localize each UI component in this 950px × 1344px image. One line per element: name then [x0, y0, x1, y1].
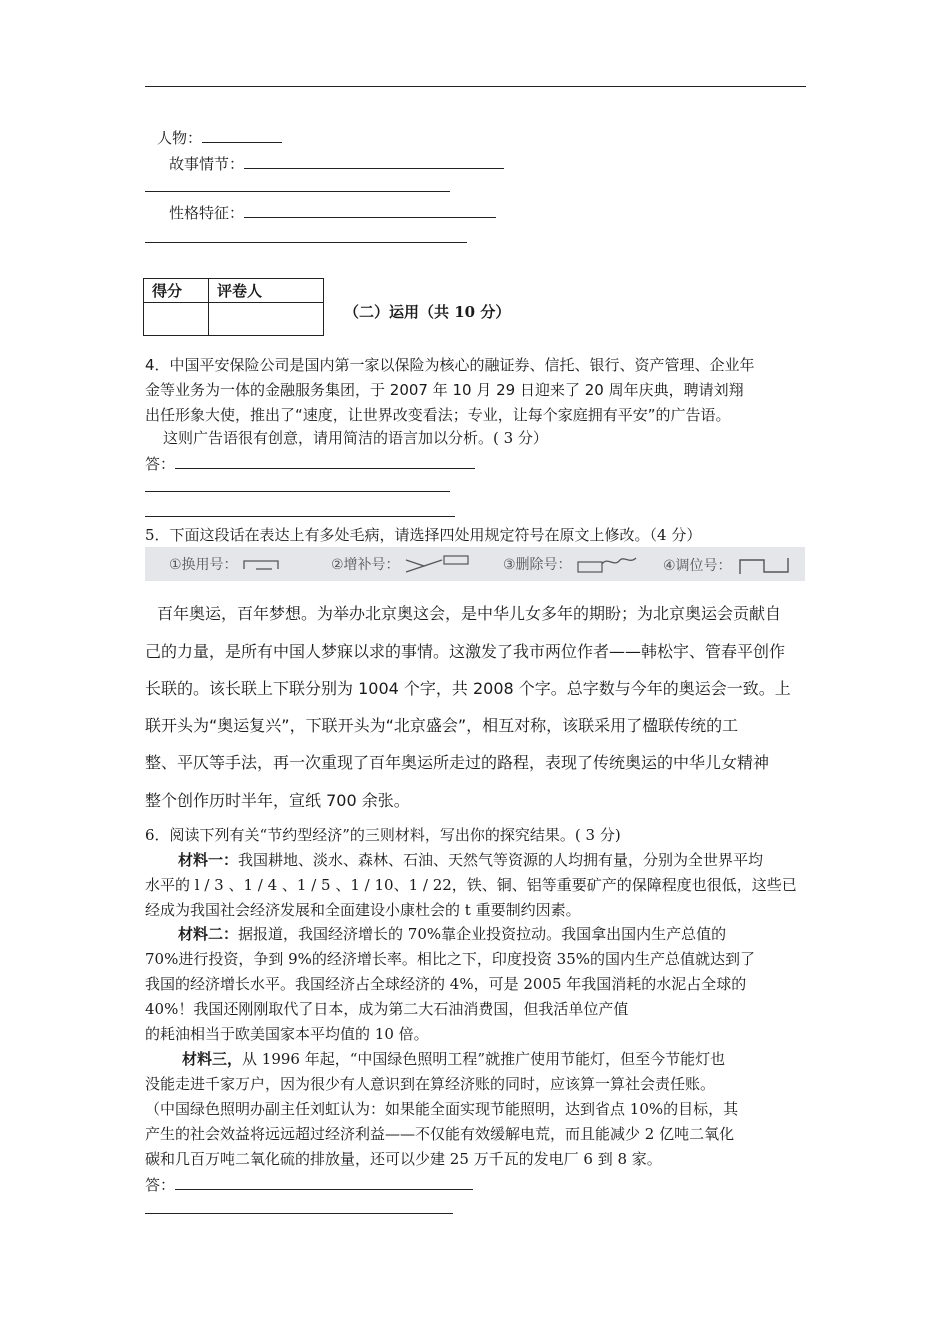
- grader-header: 评卷人: [209, 279, 324, 303]
- swap-mark-icon: [736, 554, 794, 578]
- person-blank[interactable]: [202, 127, 282, 143]
- q6-answer-label: 答：: [145, 1176, 176, 1194]
- q5-paragraph-line-6: 整个创作历时半年，宣纸 700 余张。: [145, 791, 410, 810]
- q6-title: 6．阅读下列有关“节约型经济”的三则材料，写出你的探究结果。( 3 分): [145, 826, 621, 844]
- q6-answer-blank[interactable]: [175, 1174, 473, 1190]
- character-blank[interactable]: [244, 202, 496, 218]
- q6-m2-line-3: 我国的经济增长水平。我国经济占全球经济的 4%，可是 2005 年我国消耗的水泥占全球的: [145, 975, 747, 993]
- score-header: 得分: [144, 279, 209, 303]
- story-label: 故事情节：: [169, 155, 245, 173]
- symbol-insert: ②增补号：: [331, 554, 474, 576]
- q6-m2-line-5: 的耗油相当于欧美国家本平均值的 10 倍。: [145, 1025, 429, 1043]
- story-field: [169, 153, 504, 174]
- delete-mark-icon: [576, 554, 642, 576]
- q6-m3-line-1: 材料三，从 1996 年起，“中国绿色照明工程”就推广使用节能灯，但至今节能灯也: [182, 1050, 726, 1068]
- q6-m2-line-4: 40%！我国还刚刚取代了日本，成为第二大石油消费国，但我活单位产值: [145, 1000, 629, 1018]
- q4-prompt: 这则广告语很有创意，请用简洁的语言加以分析。( 3 分）: [163, 429, 548, 447]
- q5-title: 5．下面这段话在表达上有多处毛病，请选择四处用规定符号在原文上修改。（4 分）: [145, 526, 702, 544]
- q4-answer-label: 答：: [145, 455, 176, 473]
- story-blank-2[interactable]: [145, 191, 450, 192]
- symbol-delete: ③删除号：: [503, 554, 642, 576]
- q6-m2-line-2: 70%进行投资，争到 9%的经济增长率。相比之下，印度投资 35%的国内生产总值就达到了: [145, 950, 756, 968]
- q6-m1-line-2: 水平的 l / 3 、1 / 4 、1 / 5 、1 / 10、1 / 22，铁、铜、铝等重要矿产的保障程度也很低，这些已: [145, 876, 797, 894]
- q6-m2-label: 材料二：: [178, 925, 239, 943]
- q4-answer-blank[interactable]: [175, 453, 475, 469]
- q4-line-1: 4．中国平安保险公司是国内第一家以保险为核心的融证券、信托、银行、资产管理、企业年: [145, 356, 755, 374]
- grader-cell[interactable]: [209, 303, 324, 336]
- character-label: 性格特征：: [169, 204, 245, 222]
- header-rule: [145, 86, 806, 87]
- q6-m2-line-1: 材料二：据报道，我国经济增长的 70%靠企业投资拉动。我国拿出国内生产总值的: [178, 925, 727, 943]
- q4-answer-blank-2[interactable]: [145, 491, 450, 492]
- q4-answer: [145, 453, 475, 474]
- q5-paragraph-line-2: 己的力量，是所有中国人梦寐以求的事情。这激发了我市两位作者——韩松宇、管春平创作: [145, 642, 786, 661]
- correction-symbols-bar: [145, 547, 805, 581]
- q6-m1-line-1: 材料一：我国耕地、淡水、森林、石油、天然气等资源的人均拥有量，分别为全世界平均: [178, 851, 764, 869]
- q6-m1-line-3: 经成为我国社会经济发展和全面建设小康杜会的 t 重要制约因素。: [145, 901, 581, 919]
- q6-m3-line-5: 碳和几百万吨二氧化硫的排放量，还可以少建 25 万千瓦的发电厂 6 到 8 家。: [145, 1150, 662, 1168]
- q6-answer-blank-2[interactable]: [145, 1213, 453, 1214]
- q6-answer: [145, 1174, 473, 1195]
- person-label: 人物：: [157, 129, 203, 147]
- q5-paragraph-line-3: 长联的。该长联上下联分别为 1004 个字，共 2008 个字。总字数与今年的奥运会一致。上: [145, 679, 791, 698]
- score-cell[interactable]: [144, 303, 209, 336]
- person-field: [157, 127, 282, 148]
- symbol-replace: ①换用号：: [169, 554, 284, 575]
- q6-m3-line-3: （中国绿色照明办副主任刘虹认为：如果能全面实现节能照明，达到省点 10%的目标，其: [145, 1100, 739, 1118]
- symbol-swap: ④调位号：: [663, 554, 794, 578]
- q6-m3-line-2: 没能走进千家万户，因为很少有人意识到在算经济账的同时，应该算一算社会责任账。: [145, 1075, 716, 1093]
- section-title: （二）运用（共 10 分）: [344, 303, 511, 321]
- q4-answer-blank-3[interactable]: [145, 516, 455, 517]
- q5-paragraph-line-1: 百年奥运，百年梦想。为举办北京奥这会，是中华儿女多年的期盼；为北京奥运会贡献自: [157, 604, 782, 623]
- q4-line-3: 出任形象大使，推出了“速度，让世界改变看法；专业，让每个家庭拥有平安”的广告语。: [145, 406, 731, 424]
- q5-paragraph-line-4: 联开头为“奥运复兴”，下联开头为“北京盛会”，相互对称，该联采用了楹联传统的工: [145, 716, 739, 735]
- q5-paragraph-line-5: 整、平仄等手法，再一次重现了百年奥运所走过的路程，表现了传统奥运的中华儿女精神: [145, 753, 770, 772]
- q4-line-2: 金等业务为一体的金融服务集团，于 2007 年 10 月 29 日迎来了 20 周年庆典，聘请刘翔: [145, 381, 744, 399]
- q6-m1-label: 材料一：: [178, 851, 239, 869]
- score-table: [143, 278, 324, 336]
- story-blank[interactable]: [244, 153, 504, 169]
- character-field: [169, 202, 496, 223]
- insert-mark-icon: [404, 554, 474, 576]
- q6-m3-label: 材料三，: [182, 1050, 243, 1068]
- character-blank-2[interactable]: [145, 242, 467, 243]
- replace-mark-icon: [242, 555, 284, 575]
- q6-m3-line-4: 产生的社会效益将远远超过经济利益——不仅能有效缓解电荒，而且能减少 2 亿吨二氧化: [145, 1125, 735, 1143]
